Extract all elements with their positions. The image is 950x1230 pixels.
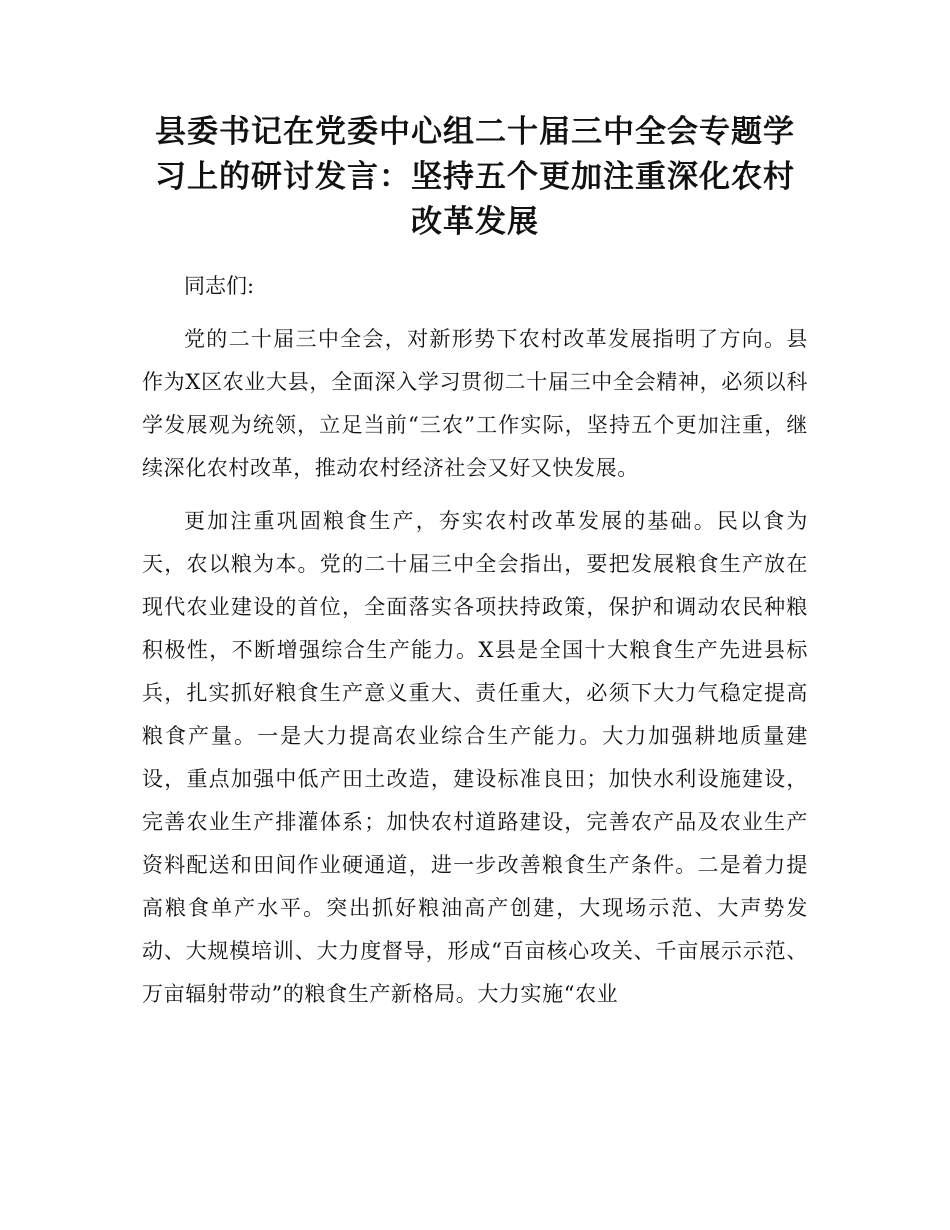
title-line-2: 习上的研讨发言：坚持五个更加注重深化农村 — [155, 159, 795, 195]
title-line-3: 改革发展 — [411, 204, 539, 240]
document-title — [142, 110, 808, 245]
title-line-1: 县委书记在党委中心组二十届三中全会专题学 — [155, 114, 795, 150]
salutation: 同志们: — [184, 274, 255, 298]
paragraph-grain-production: 更加注重巩固粮食生产，夯实农村改革发展的基础。民以食为天，农以粮为本。党的二十届三中全会指出，要把发展粮食生产放在现代农业建设的首位，全面落实各项扶持政策，保护和调动农民种粮积极性，不断增强综合生产能力。X县是全国十大粮食生产先进县标兵，扎实抓好粮食生产意义重大、责任重大，必须下大力气稳定提高粮食产量。一是大力提高农业综合生产能力。大力加强耕地质量建设，重点加强中低产田土改造，建设标准良田；加快水利设施建设，完善农业生产排灌体系；加快农村道路建设，完善农产品及农业生产资料配送和田间作业硬通道，进一步改善粮食生产条件。二是着力提高粮食单产水平。突出抓好粮油高产创建，大现场示范、大声势发动、大规模培训、大力度督导，形成“百亩核心攻关、千亩展示示范、万亩辐射带动”的粮食生产新格局。大力实施“农业 — [142, 509, 808, 1006]
paragraph-intro: 党的二十届三中全会，对新形势下农村改革发展指明了方向。县作为X区农业大县，全面深入学习贯彻二十届三中全会精神，必须以科学发展观为统领，立足当前“三农”工作实际，坚持五个更加注重，继续深化农村改革，推动农村经济社会又好又快发展。 — [142, 327, 808, 480]
document-page — [142, 110, 808, 1016]
